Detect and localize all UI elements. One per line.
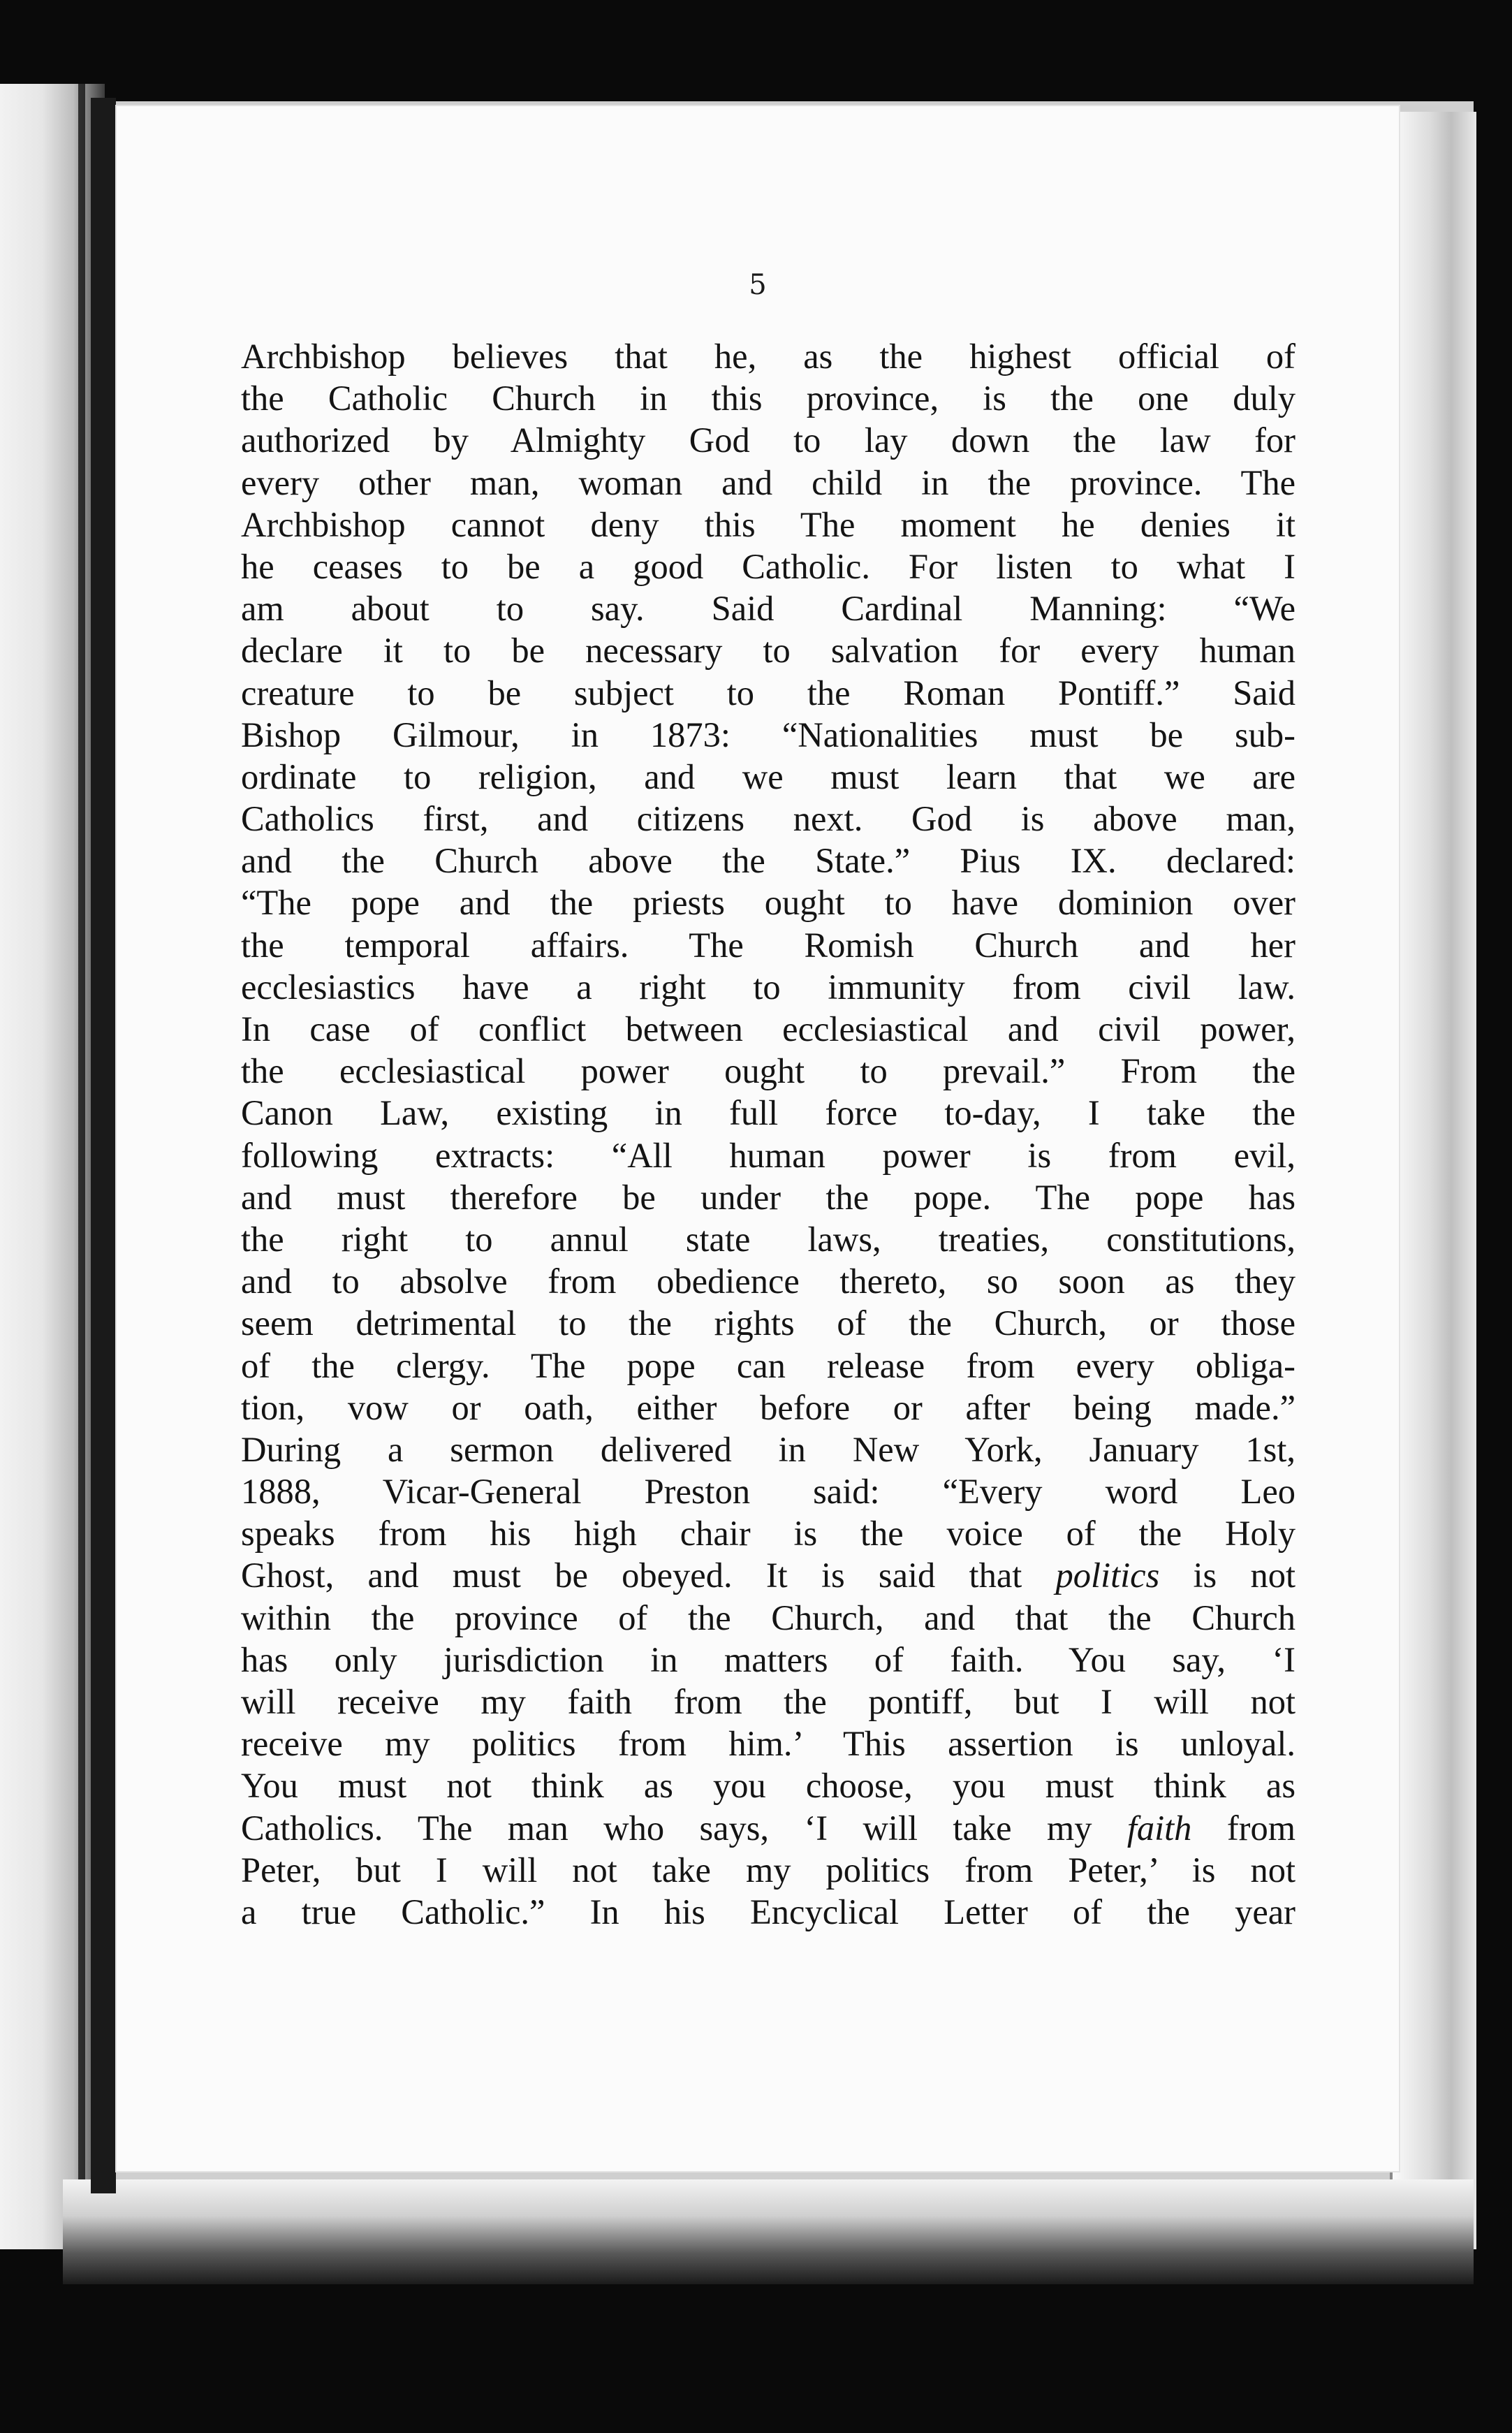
text-line: Catholics. The man who says, ‘I will take my faith from: [241, 1808, 1296, 1848]
text-line: has only jurisdiction in matters of faith. You say, ‘I: [241, 1639, 1296, 1679]
text-line: During a sermon delivered in New York, January 1st,: [241, 1429, 1296, 1469]
text-line: ordinate to religion, and we must learn that we are: [241, 757, 1296, 796]
text-line: Ghost, and must be obeyed. It is said that politics is not: [241, 1556, 1296, 1595]
body-text: [241, 335, 1296, 1933]
text-line: speaks from his high chair is the voice of the Holy: [241, 1514, 1296, 1554]
text-line: 1888, Vicar-General Preston said: “Every word Leo: [241, 1472, 1296, 1512]
text-line: Peter, but I will not take my politics from Peter,’ is not: [241, 1850, 1296, 1890]
text-line: of the clergy. The pope can release from every obliga-: [241, 1345, 1296, 1385]
text-line: every other man, woman and child in the province. The: [241, 462, 1296, 502]
text-line: the Catholic Church in this province, is the one duly: [241, 379, 1296, 418]
text-line: within the province of the Church, and that the Church: [241, 1598, 1296, 1637]
text-line: creature to be subject to the Roman Pontiff.” Said: [241, 673, 1296, 713]
text-line: ecclesiastics have a right to immunity from civil law.: [241, 967, 1296, 1007]
text-line: Canon Law, existing in full force to-day, I take the: [241, 1093, 1296, 1133]
text-line: receive my politics from him.’ This assertion is unloyal.: [241, 1724, 1296, 1764]
text-line: In case of conflict between ecclesiastical and civil power,: [241, 1009, 1296, 1049]
page-stack-bottom-edge: [63, 2179, 1474, 2284]
text-line: the right to annul state laws, treaties, constitutions,: [241, 1219, 1296, 1259]
text-line: You must not think as you choose, you must think as: [241, 1766, 1296, 1806]
text-line: Catholics first, and citizens next. God is above man,: [241, 799, 1296, 839]
text-line: Archbishop believes that he, as the highest official of: [241, 337, 1296, 376]
text-line: authorized by Almighty God to lay down the law for: [241, 421, 1296, 460]
text-line: the temporal affairs. The Romish Church and her: [241, 925, 1296, 965]
text-line: the ecclesiastical power ought to prevail.” From the: [241, 1051, 1296, 1091]
text-line: am about to say. Said Cardinal Manning: “We: [241, 589, 1296, 629]
text-line: and the Church above the State.” Pius IX. declared:: [241, 841, 1296, 881]
text-line: “The pope and the priests ought to have dominion over: [241, 883, 1296, 923]
page-stack-right-edge: [1390, 112, 1476, 2249]
book-page: [115, 105, 1400, 2172]
text-line: tion, vow or oath, either before or after being made.”: [241, 1387, 1296, 1427]
text-line: following extracts: “All human power is from evil,: [241, 1135, 1296, 1175]
text-line: he ceases to be a good Catholic. For listen to what I: [241, 546, 1296, 586]
text-line: declare it to be necessary to salvation for every human: [241, 631, 1296, 671]
book-gutter: [91, 98, 116, 2193]
text-line: a true Catholic.” In his Encyclical Letter of the year: [241, 1892, 1296, 1931]
text-line: Archbishop cannot deny this The moment he denies it: [241, 504, 1296, 544]
text-line: will receive my faith from the pontiff, but I will not: [241, 1682, 1296, 1721]
text-line: Bishop Gilmour, in 1873: “Nationalities must be sub-: [241, 715, 1296, 754]
text-line: and to absolve from obedience thereto, so soon as they: [241, 1262, 1296, 1301]
text-line: seem detrimental to the rights of the Church, or those: [241, 1303, 1296, 1343]
text-line: and must therefore be under the pope. The pope has: [241, 1177, 1296, 1217]
left-page-edge: [0, 84, 105, 2249]
page-number: 5: [749, 269, 767, 301]
